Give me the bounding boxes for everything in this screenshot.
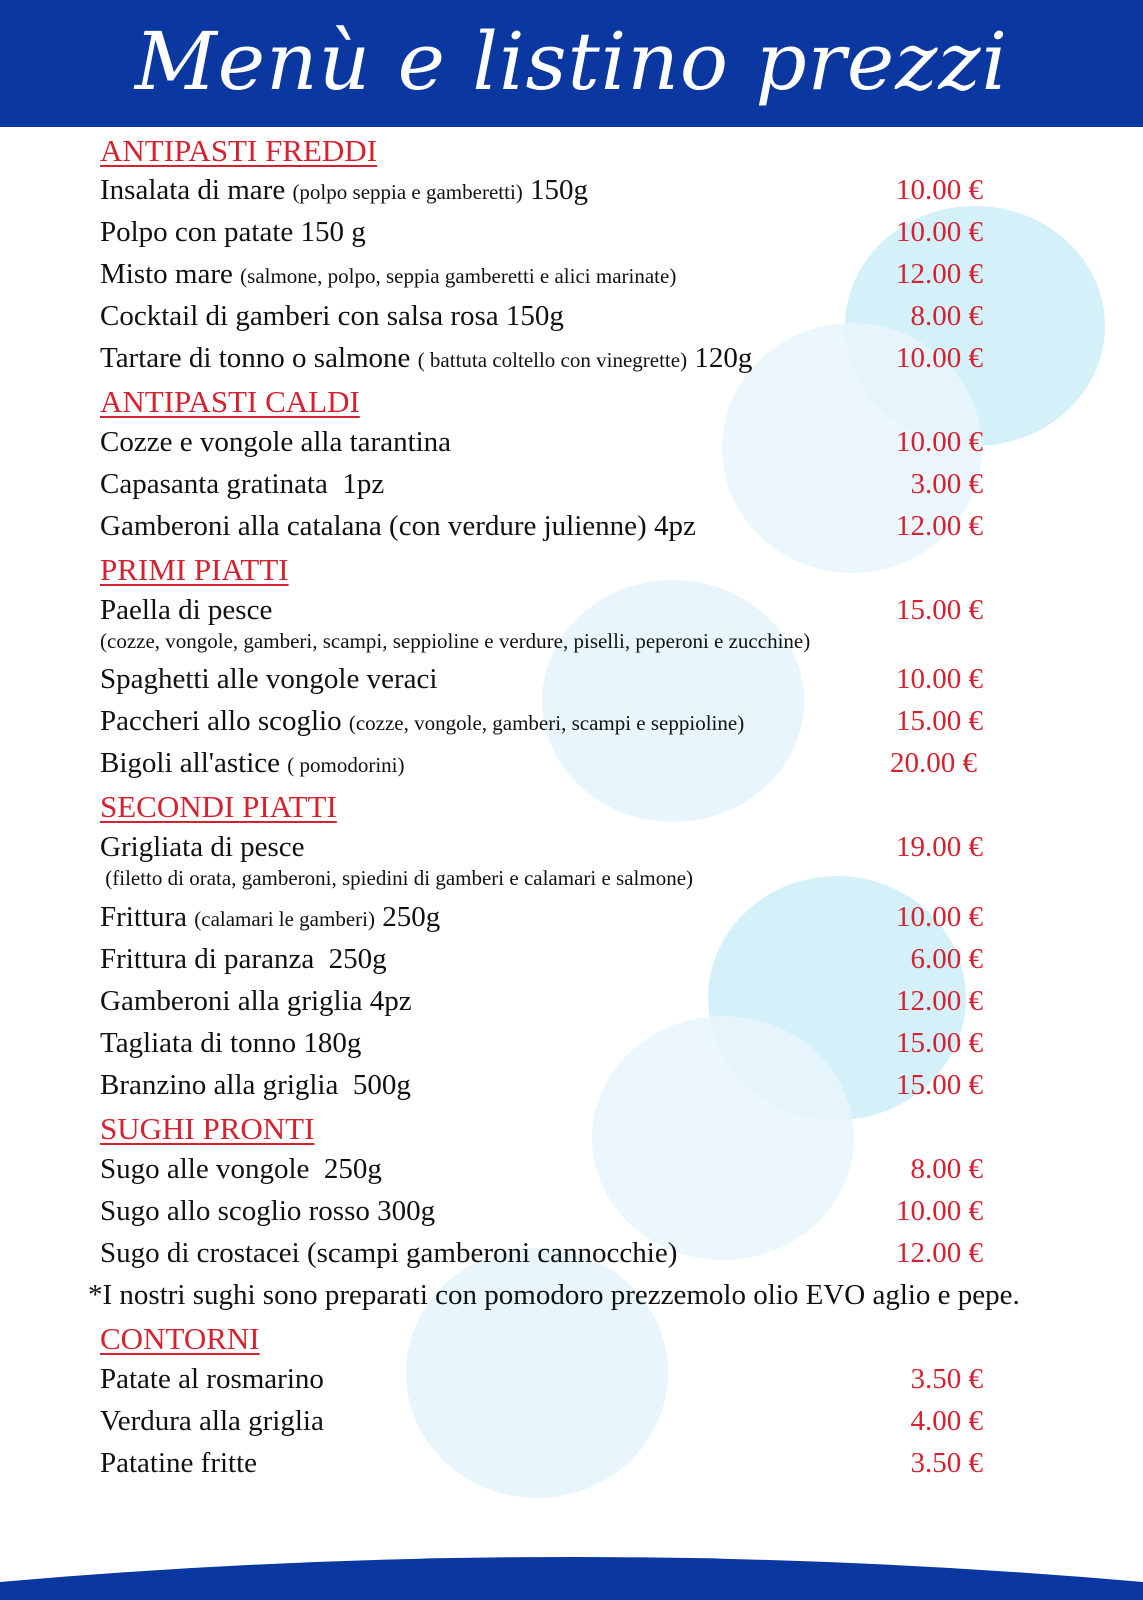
menu-item-price: 15.00 € [896, 1027, 983, 1059]
menu-item: Paella di pesce [100, 594, 273, 626]
sauce-footnote: *I nostri sughi sono preparati con pomodoro prezzemolo olio EVO aglio e pepe. [88, 1279, 1020, 1311]
menu-item-description: (cozze, vongole, gamberi, scampi, seppioline e verdure, piselli, peperoni e zucchine) [100, 629, 811, 653]
menu-item: Patatine fritte [100, 1447, 258, 1479]
menu-item-price: 10.00 € [896, 174, 983, 206]
menu-item-description: (filetto di orata, gamberoni, spiedini di gamberi e calamari e salmone) [100, 866, 694, 890]
section-heading-contorni: CONTORNI [100, 1321, 260, 1356]
menu-item: Gamberoni alla griglia 4pz [100, 985, 412, 1017]
menu-item-price: 20.00 € [890, 747, 977, 779]
section-heading-primi-piatti: PRIMI PIATTI [100, 552, 289, 587]
section-heading-antipasti-freddi: ANTIPASTI FREDDI [100, 133, 378, 168]
menu-item-price: 8.00 € [910, 1153, 983, 1185]
menu-item-price: 8.00 € [910, 300, 983, 332]
menu-item: Cozze e vongole alla tarantina [100, 426, 452, 458]
menu-item-price: 10.00 € [896, 426, 983, 458]
menu-item: Grigliata di pesce [100, 831, 305, 863]
menu-item: Spaghetti alle vongole veraci [100, 663, 438, 695]
menu-item-price: 12.00 € [896, 510, 983, 542]
menu-item: Polpo con patate 150 g [100, 216, 366, 248]
menu-item-price: 12.00 € [896, 1237, 983, 1269]
menu-item-price: 15.00 € [896, 1069, 983, 1101]
menu-item: Capasanta gratinata 1pz [100, 468, 385, 500]
menu-item-price: 10.00 € [896, 901, 983, 933]
menu-item-price: 10.00 € [896, 1195, 983, 1227]
menu-item: Frittura (calamari le gamberi) 250g [100, 901, 441, 933]
menu-item-price: 3.00 € [910, 468, 983, 500]
page-title: Menù e listino prezzi [134, 15, 1009, 108]
menu-item: Verdura alla griglia [100, 1405, 324, 1437]
menu-item-price: 12.00 € [896, 985, 983, 1017]
menu-item: Insalata di mare (polpo seppia e gamberetti) 150g [100, 174, 589, 206]
menu-item-price: 6.00 € [910, 943, 983, 975]
menu-item-price: 3.50 € [910, 1363, 983, 1395]
section-heading-sughi-pronti: SUGHI PRONTI [100, 1111, 315, 1146]
menu-item-price: 3.50 € [910, 1447, 983, 1479]
menu-item-price: 15.00 € [896, 705, 983, 737]
section-heading-secondi-piatti: SECONDI PIATTI [100, 789, 337, 824]
menu-item: Tagliata di tonno 180g [100, 1027, 362, 1059]
menu-item: Patate al rosmarino [100, 1363, 324, 1395]
menu-item: Sugo allo scoglio rosso 300g [100, 1195, 436, 1227]
menu-item: Branzino alla griglia 500g [100, 1069, 411, 1101]
section-heading-antipasti-caldi: ANTIPASTI CALDI [100, 384, 360, 419]
menu-item-price: 19.00 € [896, 831, 983, 863]
menu-item: Sugo alle vongole 250g [100, 1153, 382, 1185]
menu-item-price: 10.00 € [896, 216, 983, 248]
menu-item-price: 15.00 € [896, 594, 983, 626]
menu-item: Frittura di paranza 250g [100, 943, 387, 975]
menu-item-price: 10.00 € [896, 342, 983, 374]
menu-item: Tartare di tonno o salmone ( battuta coltello con vinegrette) 120g [100, 342, 753, 374]
menu-item-price: 12.00 € [896, 258, 983, 290]
menu-item-price: 4.00 € [910, 1405, 983, 1437]
menu-item-price: 10.00 € [896, 663, 983, 695]
menu-item: Bigoli all'astice ( pomodorini) [100, 747, 405, 779]
menu-item: Misto mare (salmone, polpo, seppia gamberetti e alici marinate) [100, 258, 677, 290]
menu-item: Sugo di crostacei (scampi gamberoni cannocchie) [100, 1237, 678, 1269]
menu-item: Gamberoni alla catalana (con verdure julienne) 4pz [100, 510, 696, 542]
menu-item: Cocktail di gamberi con salsa rosa 150g [100, 300, 564, 332]
menu-item: Paccheri allo scoglio (cozze, vongole, gamberi, scampi e seppioline) [100, 705, 745, 737]
